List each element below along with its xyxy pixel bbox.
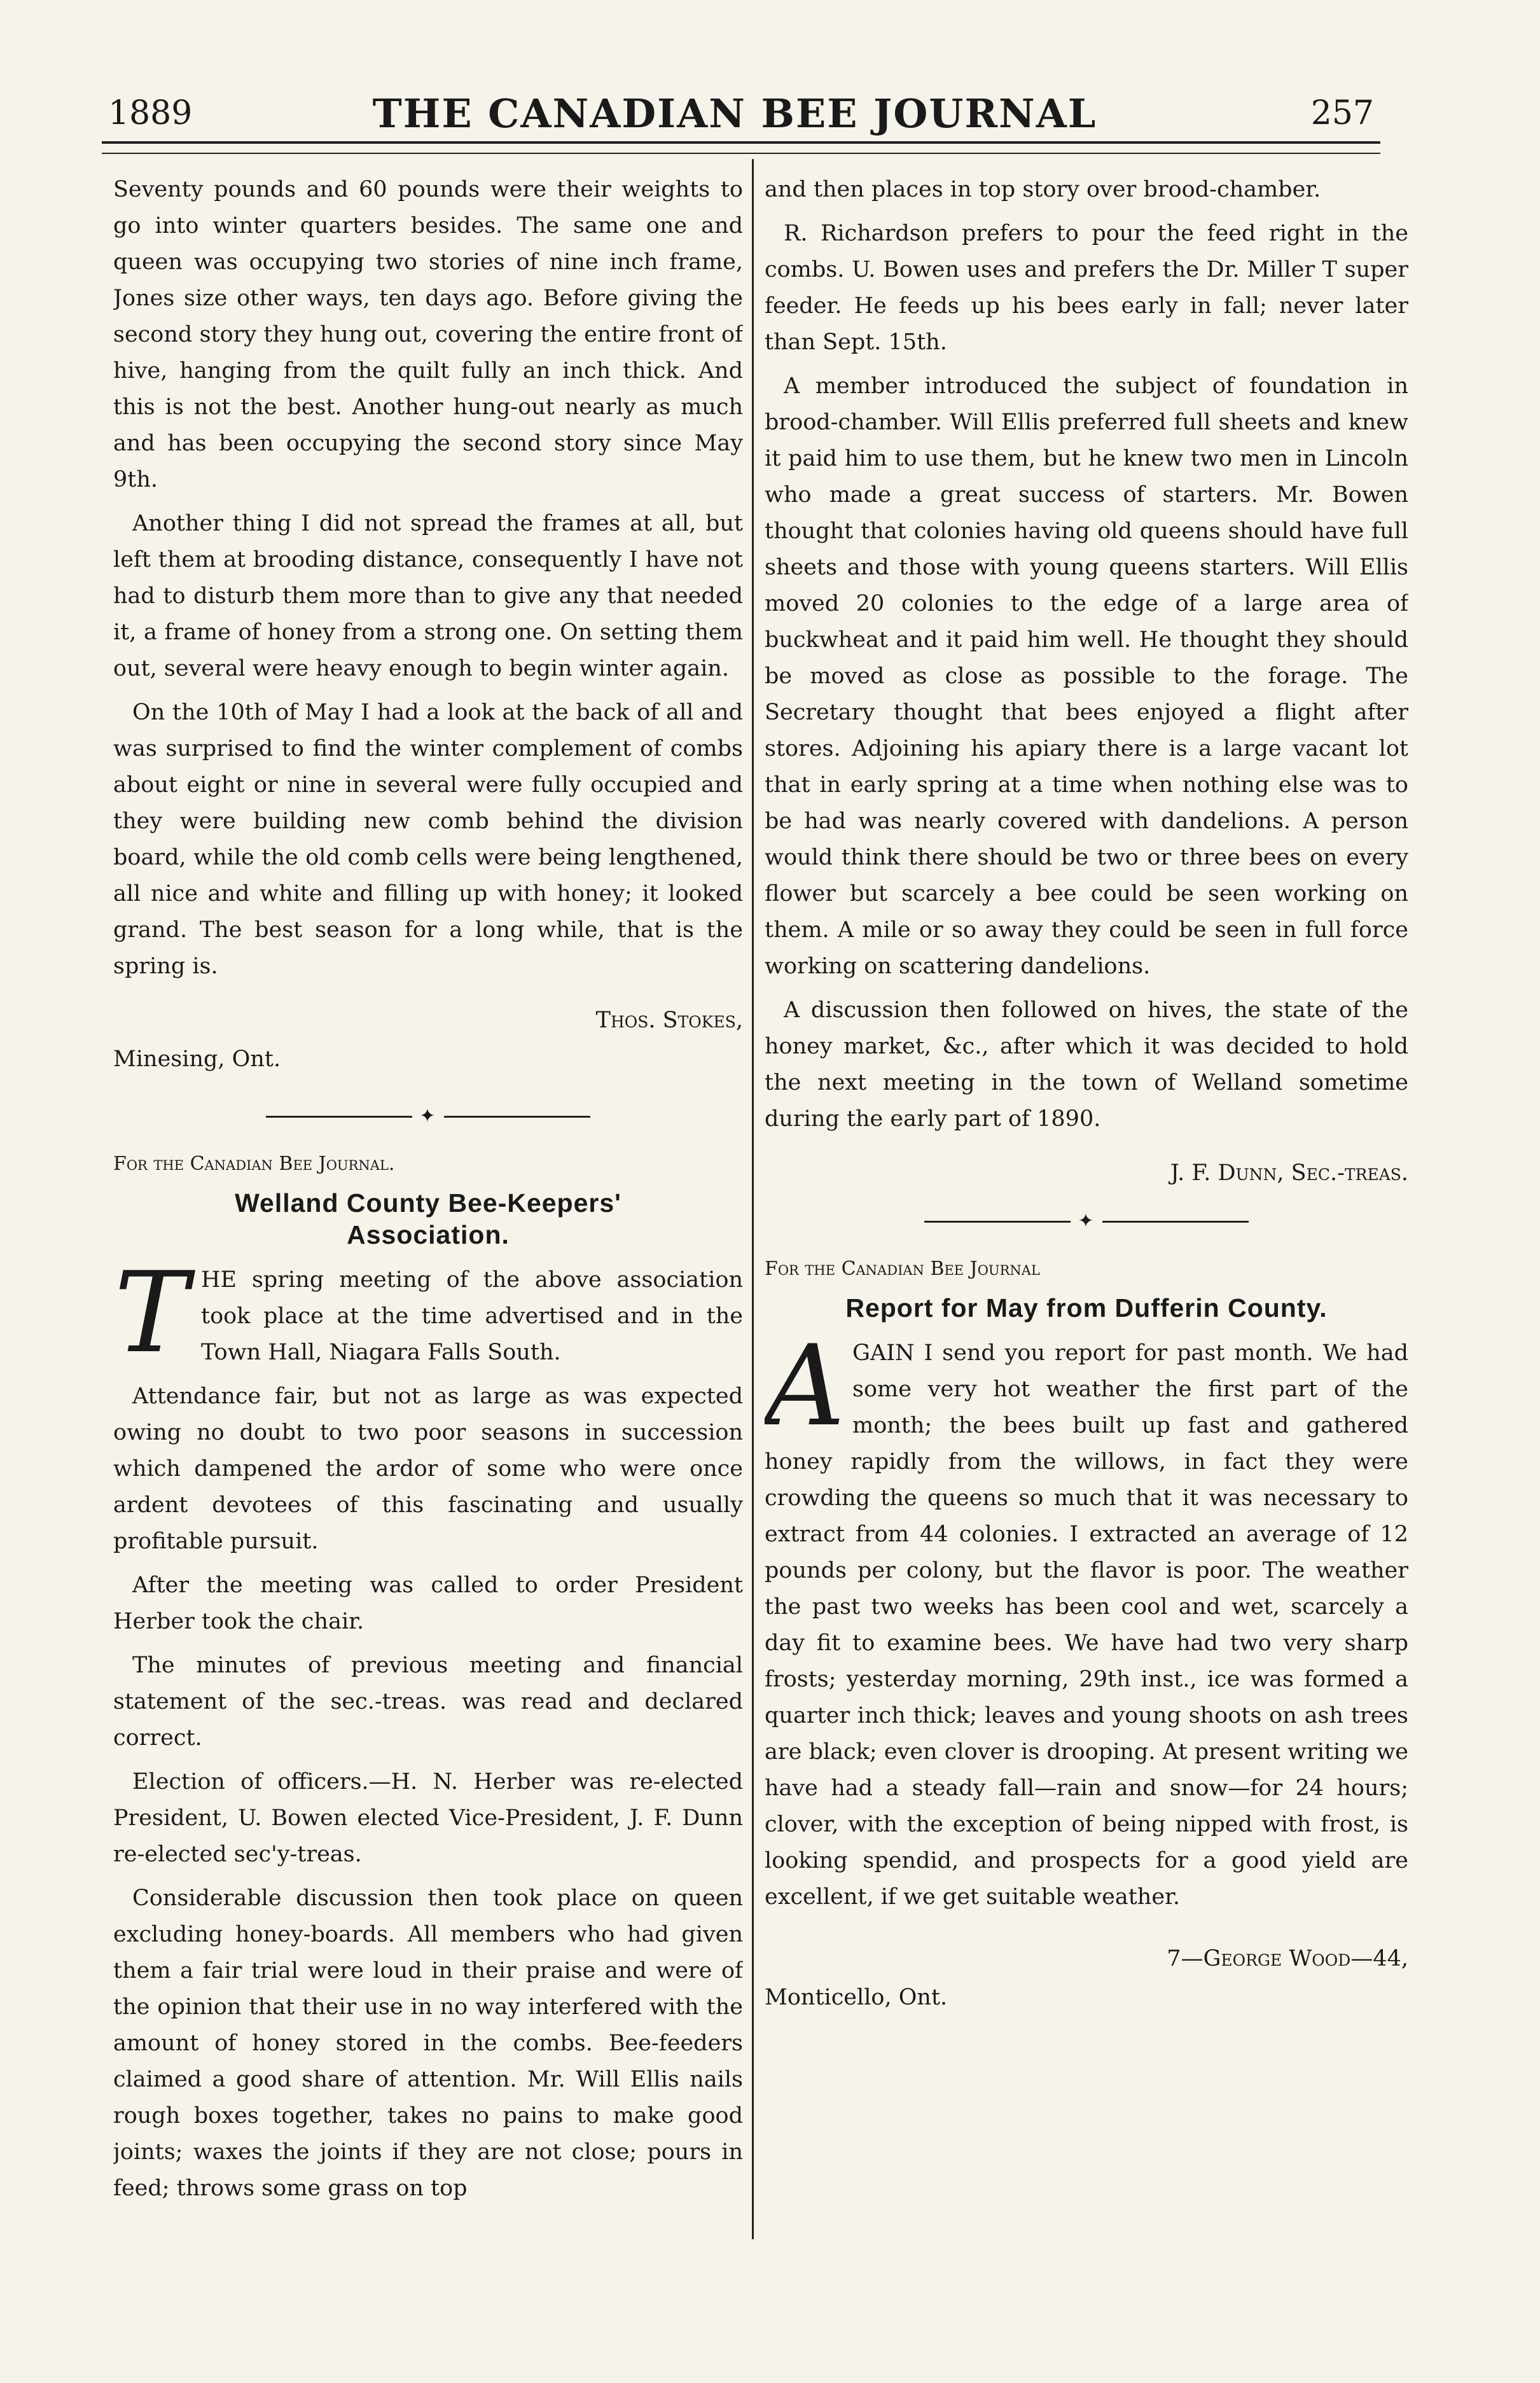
paragraph: Considerable discussion then took place on queen excluding honey-boards. All members who had given them a fair trial were loud in their praise and were of the opinion that their use in no way interfered with the amount of honey stored in the combs. Bee-feeders claimed a good share of attention. Mr. Will Ellis nails rough boxes together, takes no pains to make good joints; waxes the joints if they are not close; pours in feed; throws some grass on top (113, 1886, 743, 2201)
header-year: 1889 (108, 94, 193, 132)
paragraph-text: HE spring meeting of the above association took place at the time advertised and in the Town Hall, Niagara Falls South. (201, 1267, 743, 1365)
paragraph: After the meeting was called to order President Herber took the chair. (113, 1573, 743, 1634)
header-rule (102, 141, 1380, 154)
author-signature: 7—George Wood—44, (1167, 1946, 1408, 1971)
column-divider (752, 159, 754, 2239)
paragraph: The minutes of previous meeting and financial statement of the sec.-treas. was read and declared correct. (113, 1653, 743, 1751)
right-column (765, 172, 1408, 2249)
opening-paragraph (765, 1322, 1408, 1915)
paragraph: A member introduced the subject of foundation in brood-chamber. Will Ellis preferred full sheets and knew it paid him to use them, but he knew two men in Lincoln who made a great success of starters. Mr. Bowen thought that colonies having old queens should have full sheets and those with young queens starters. Will Ellis moved 20 colonies to the edge of a large area of buckwheat and it paid him well. He thought they should be moved as close as possible to the forage. The Secretary thought that bees enjoyed a flight after stores. Adjoining his apiary there is a large vacant lot that in early spring at a time when nothing else was to be had was nearly covered with dandelions. A person would think there should be two or three bees on every flower but scarcely a bee could be seen working on them. A mile or so away they could be seen in full force working on scattering dandelions. (765, 373, 1408, 979)
drop-cap-letter: T (114, 1249, 189, 1378)
drop-cap-letter: A (765, 1322, 845, 1451)
author-signature: Thos. Stokes, (595, 1008, 743, 1033)
journal-title: THE CANADIAN BEE JOURNAL (372, 90, 1097, 137)
section-divider-ornament: ✦ (765, 1203, 1408, 1239)
paragraph: Election of officers.—H. N. Herber was re-elected President, U. Bowen elected Vice-President, J. F. Dunn re-elected sec'y-treas. (113, 1769, 743, 1867)
section-title-line: Welland County Bee-Keepers' (235, 1188, 621, 1218)
paragraph: Seventy pounds and 60 pounds were their weights to go into winter quarters besides. The same one and queen was occupying two stories of nine inch frame, Jones size other ways, ten days ago. Before giving the second story they hung out, covering the entire front of hive, hanging from the quilt fully an inch thick. And this is not the best. Another hung-out nearly as much and has been occupying the second story since May 9th. (113, 177, 743, 492)
secretary-signature: J. F. Dunn, Sec.-treas. (1170, 1160, 1408, 1186)
paragraph: Attendance fair, but not as large as was expected owing no doubt to two poor seasons in succession which dampened the ardor of some who were once ardent devotees of this fascinating and usually profitable pursuit. (113, 1384, 743, 1554)
for-journal-line: For the Canadian Bee Journal. (113, 1153, 395, 1175)
paragraph-text: GAIN I send you report for past month. We had some very hot weather the first part of the month; the bees built up fast and gathered honey rapidly from the willows, in fact they were crowding the queens so much that it was necessary to extract from 44 colonies. I extracted an average of 12 pounds per colony, but the flavor is poor. The weather the past two weeks has been cool and wet, scarcely a day fit to examine bees. We have had two very sharp frosts; yesterday morning, 29th inst., ice was formed a quarter inch thick; leaves and young shoots on ash trees are black; even clover is drooping. At present writing we have had a steady fall—rain and snow—for 24 hours; clover, with the exception of being nipped with frost, is looking spendid, and prospects for a good yield are excellent, if we get suitable weather. (765, 1340, 1408, 1910)
page-number: 257 (1310, 94, 1374, 132)
paragraph: and then places in top story over brood-chamber. (765, 177, 1321, 202)
page-header (95, 76, 1374, 146)
author-location: Minesing, Ont. (113, 1046, 281, 1072)
paragraph: Another thing I did not spread the frames at all, but left them at brooding distance, consequently I have not had to disturb them more than to give any that needed it, a frame of honey from a strong one. On setting them out, several were heavy enough to begin winter again. (113, 511, 743, 681)
section-title: Report for May from Dufferin County. (845, 1293, 1328, 1323)
section-title-line: Association. (347, 1220, 510, 1249)
for-journal-line: For the Canadian Bee Journal (765, 1258, 1040, 1280)
paragraph: On the 10th of May I had a look at the back of all and was surprised to find the winter complement of combs about eight or nine in several were fully occupied and they were building new comb behind the division board, while the old comb cells were being lengthened, all nice and white and filling up with honey; it looked grand. The best season for a long while, that is the spring is. (113, 700, 743, 979)
opening-paragraph (113, 1249, 743, 1378)
paragraph: R. Richardson prefers to pour the feed right in the combs. U. Bowen uses and prefers the Dr. Miller T super feeder. He feeds up his bees early in fall; never later than Sept. 15th. (765, 221, 1408, 355)
author-location: Monticello, Ont. (765, 1985, 948, 2010)
left-column (113, 172, 743, 2249)
section-divider-ornament: ✦ (113, 1098, 743, 1134)
paragraph: A discussion then followed on hives, the state of the honey market, &c., after which it was decided to hold the next meeting in the town of Welland sometime during the early part of 1890. (765, 997, 1408, 1132)
section-title (113, 1187, 743, 1251)
